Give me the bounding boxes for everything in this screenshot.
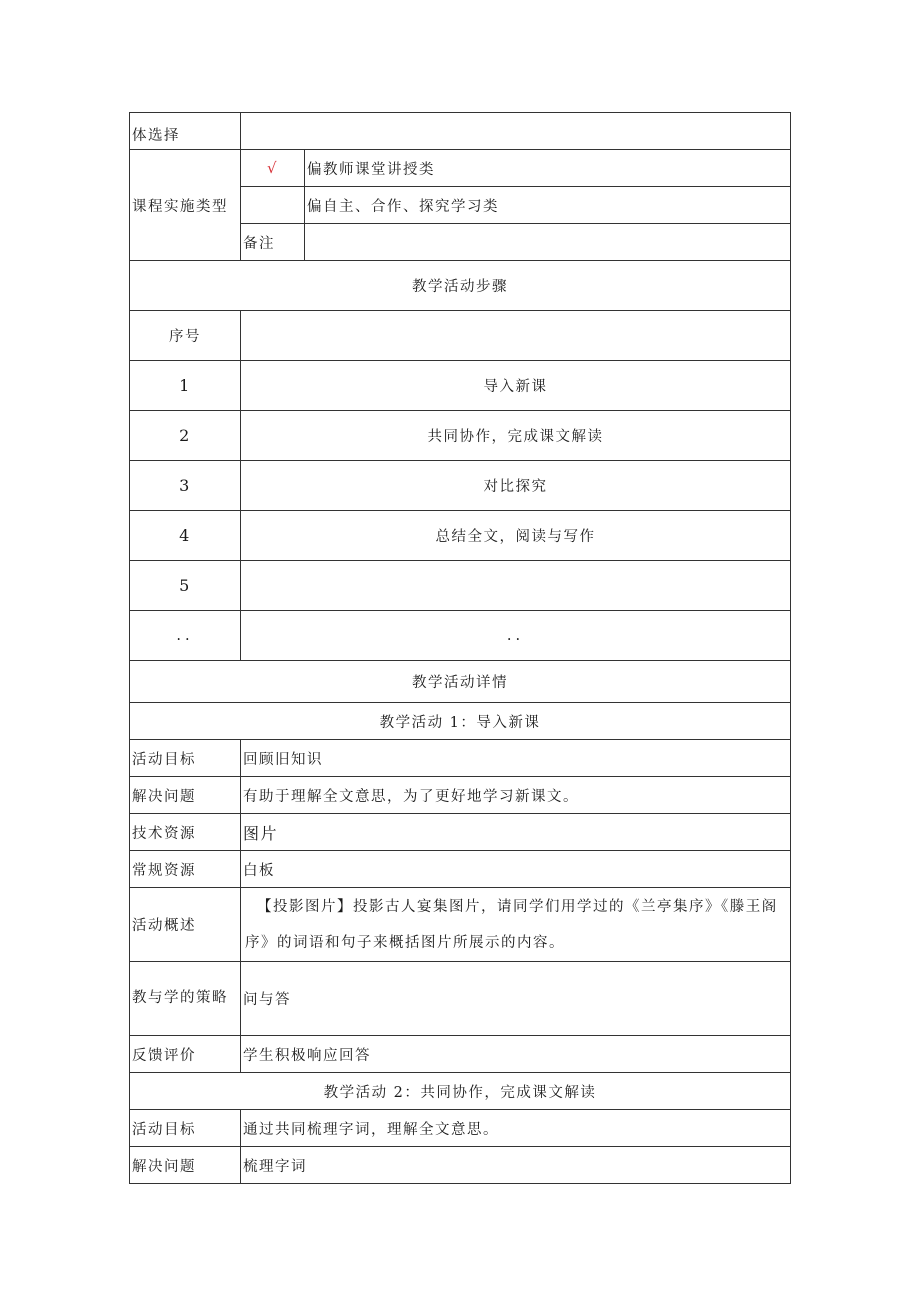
- media-select-label: 体选择: [130, 113, 241, 150]
- details-title-row: [130, 661, 791, 703]
- step-text: 共同协作，完成课文解读: [241, 411, 791, 461]
- media-select-value: [241, 113, 791, 150]
- activity1-goal-row: [130, 740, 791, 777]
- step-number: 3: [130, 461, 241, 511]
- step-row: [130, 561, 791, 611]
- course-type-option-teacher: 偏教师课堂讲授类: [305, 150, 791, 187]
- activity1-feedback-row: [130, 1036, 791, 1073]
- step-text: [241, 561, 791, 611]
- activity1-tech: 图片: [241, 814, 791, 851]
- activity1-strategy-row: [130, 962, 791, 1036]
- seq-label: 序号: [130, 311, 241, 361]
- activity1-regular-row: [130, 851, 791, 888]
- step-number: ..: [130, 611, 241, 661]
- activity1-strategy: 问与答: [241, 962, 791, 1036]
- activity1-problem: 有助于理解全文意思，为了更好地学习新课文。: [241, 777, 791, 814]
- activity2-goal-label: 活动目标: [130, 1110, 241, 1147]
- activity1-problem-row: [130, 777, 791, 814]
- activity1-tech-label: 技术资源: [130, 814, 241, 851]
- activity1-goal: 回顾旧知识: [241, 740, 791, 777]
- course-type-option-student: 偏自主、合作、探究学习类: [305, 187, 791, 224]
- seq-header-blank: [241, 311, 791, 361]
- activity1-title: 教学活动 1：导入新课: [130, 703, 791, 740]
- course-type-row-1: [130, 150, 791, 187]
- activity1-overview: 【投影图片】投影古人宴集图片，请同学们用学过的《兰亭集序》《滕王阁序》的词语和句子来概括图片所展示的内容。: [241, 888, 791, 962]
- step-row: [130, 611, 791, 661]
- activity2-title: 教学活动 2：共同协作，完成课文解读: [130, 1073, 791, 1110]
- activity2-goal-row: [130, 1110, 791, 1147]
- remark-value: [305, 224, 791, 261]
- course-type-label: 课程实施类型: [130, 150, 241, 261]
- activity1-tech-row: [130, 814, 791, 851]
- steps-title: 教学活动步骤: [130, 261, 791, 311]
- activity1-goal-label: 活动目标: [130, 740, 241, 777]
- step-number: 2: [130, 411, 241, 461]
- step-row: [130, 411, 791, 461]
- step-row: [130, 361, 791, 411]
- activity1-overview-row: [130, 888, 791, 962]
- activity1-feedback: 学生积极响应回答: [241, 1036, 791, 1073]
- activity1-strategy-label: 教与学的策略: [130, 962, 241, 1036]
- step-number: 5: [130, 561, 241, 611]
- step-text: 总结全文，阅读与写作: [241, 511, 791, 561]
- step-number: 1: [130, 361, 241, 411]
- step-row: [130, 511, 791, 561]
- activity2-problem-label: 解决问题: [130, 1147, 241, 1184]
- activity1-regular: 白板: [241, 851, 791, 888]
- activity1-feedback-label: 反馈评价: [130, 1036, 241, 1073]
- activity2-goal: 通过共同梳理字词，理解全文意思。: [241, 1110, 791, 1147]
- activity2-problem-row: [130, 1147, 791, 1184]
- activity2-problem: 梳理字词: [241, 1147, 791, 1184]
- step-row: [130, 461, 791, 511]
- activity1-title-row: [130, 703, 791, 740]
- check-mark-icon: √: [266, 159, 279, 177]
- activity1-overview-label: 活动概述: [130, 888, 241, 962]
- activity2-title-row: [130, 1073, 791, 1110]
- details-title: 教学活动详情: [130, 661, 791, 703]
- step-number: 4: [130, 511, 241, 561]
- step-text: 导入新课: [241, 361, 791, 411]
- activity1-problem-label: 解决问题: [130, 777, 241, 814]
- step-text: 对比探究: [241, 461, 791, 511]
- lesson-plan-table: [129, 112, 791, 1184]
- steps-title-row: [130, 261, 791, 311]
- step-text: ..: [241, 611, 791, 661]
- course-type-check-cell-empty: [241, 187, 305, 224]
- media-select-row: [130, 113, 791, 150]
- steps-header-row: [130, 311, 791, 361]
- activity1-regular-label: 常规资源: [130, 851, 241, 888]
- course-type-check-cell: [241, 150, 305, 187]
- remark-label: 备注: [241, 224, 305, 261]
